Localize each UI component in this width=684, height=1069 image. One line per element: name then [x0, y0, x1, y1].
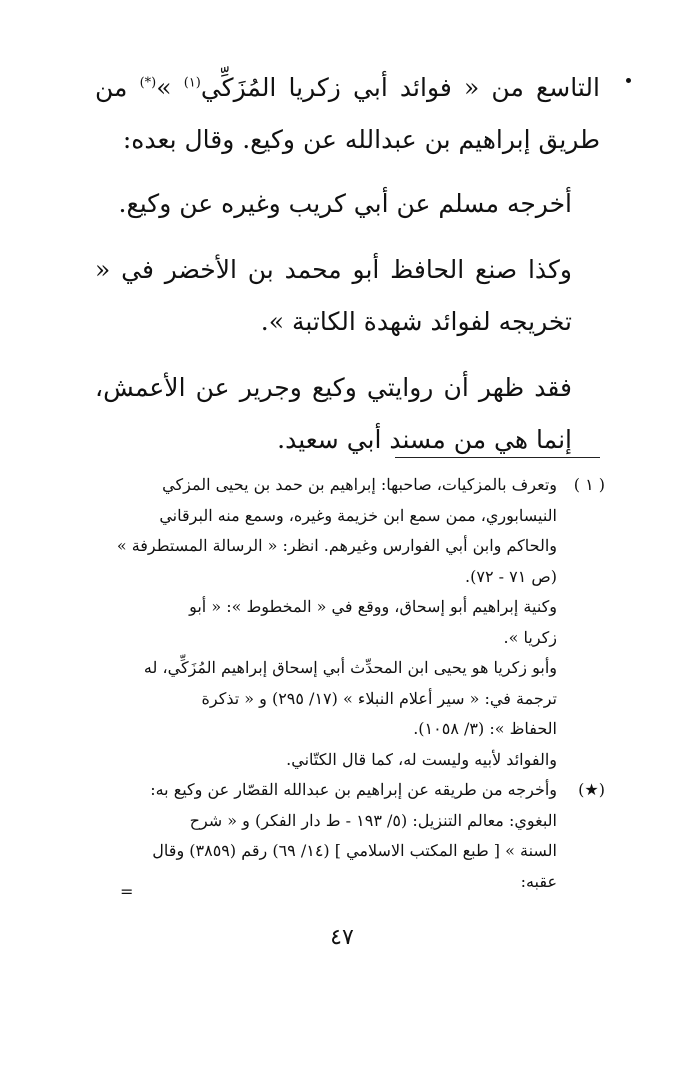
- page-number: ٤٧: [330, 925, 354, 950]
- continuation-mark: =: [120, 882, 134, 901]
- footnote-star-reference: (*): [139, 75, 157, 91]
- footnote-line: الحفاظ »: (٣/ ١٠٥٨).: [413, 719, 557, 738]
- footnote-star-body: [100, 775, 557, 897]
- footnote-line: ترجمة في: « سير أعلام النبلاء » (١٧/ ٢٩٥) و « تذكرة: [201, 688, 557, 708]
- footnote-star-marker: (★): [578, 780, 605, 799]
- paragraph-4: فقد ظهر أن روايتي وكيع وجرير عن الأعمش، إنما هي من مسند أبي سعيد.: [95, 373, 572, 454]
- footnote-line: والحاكم وابن أبي الفوارس وغيرهم. انظر: « الرسالة المستطرفة »: [116, 536, 557, 555]
- paragraph-1-text-c: من طريق إبراهيم بن عبدالله عن وكيع. وقال بعده:: [95, 73, 600, 154]
- paragraph-1-text-b: »: [156, 73, 184, 102]
- footnote-line: والفوائد لأبيه وليست له، كما قال الكتّاني.: [286, 749, 557, 769]
- footnote-line: وتعرف بالمزكيات، صاحبها: إبراهيم بن حمد بن يحيى المزكي: [162, 475, 557, 494]
- footnote-1-marker: ( ١ ): [573, 475, 605, 494]
- footnote-line: النيسابوري، ممن سمع ابن خزيمة وغيره، وسمع منه البرقاني: [159, 505, 557, 525]
- paragraph-bullet: [626, 78, 631, 83]
- footnote-line: السنة » [ طبع المكتب الاسلامي ] (١٤/ ٦٩) رقم (٣٨٥٩) وقال: [152, 841, 557, 860]
- footnotes-section: [100, 470, 605, 897]
- footnote-line: البغوي: معالم التنزيل: (٥/ ١٩٣ - ط دار الفكر) و « شرح: [189, 810, 557, 830]
- footnote-star: [100, 775, 605, 897]
- footnote-line: زكريا ».: [503, 627, 557, 647]
- paragraph-2: أخرجه مسلم عن أبي كريب وغيره عن وكيع.: [118, 189, 572, 218]
- main-text: [95, 62, 600, 480]
- footnote-line: وأبو زكريا هو يحيى ابن المحدِّث أبي إسحاق إبراهيم المُزَكِّي، له: [143, 658, 557, 677]
- footnote-1-reference: (١): [183, 75, 201, 91]
- paragraph-1-text-a: التاسع من « فوائد أبي زكريا المُزَكِّي: [200, 73, 600, 102]
- footnote-line: وأخرجه من طريقه عن إبراهيم بن عبدالله القصّار عن وكيع به:: [150, 780, 557, 799]
- footnote-separator: [395, 457, 600, 458]
- footnote-line: وكنية إبراهيم أبو إسحاق، ووقع في « المخطوط »: « أبو: [189, 597, 557, 616]
- paragraph-1: [95, 62, 600, 166]
- footnote-1-body: [100, 470, 557, 775]
- footnote-line: (ص ٧١ - ٧٢).: [465, 566, 557, 586]
- paragraph-3: وكذا صنع الحافظ أبو محمد بن الأخضر في « تخريجه لفوائد شهدة الكاتبة ».: [95, 255, 572, 336]
- footnote-1: [100, 470, 605, 775]
- footnote-line: عقبه:: [520, 871, 557, 891]
